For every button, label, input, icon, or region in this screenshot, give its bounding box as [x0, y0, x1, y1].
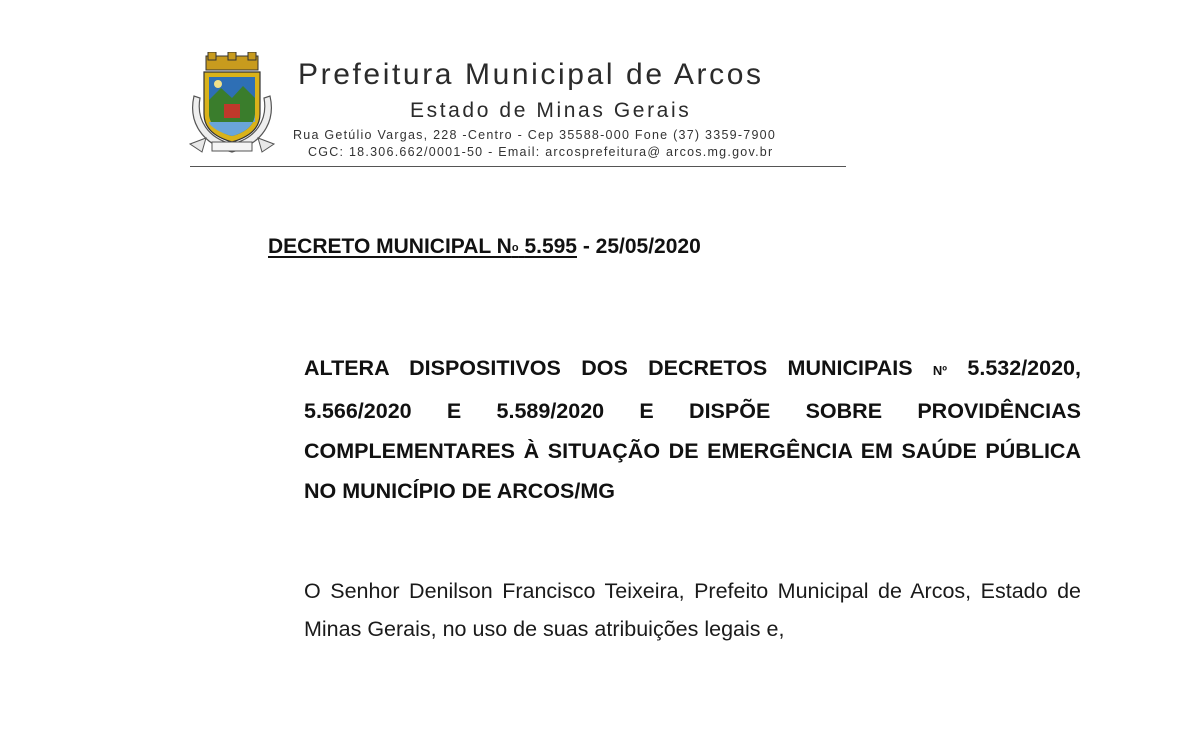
- decree-number: 5.595: [524, 235, 577, 258]
- municipality-title: Prefeitura Municipal de Arcos: [298, 58, 764, 91]
- contact-line: CGC: 18.306.662/0001-50 - Email: arcosprefeitura@ arcos.mg.gov.br: [308, 145, 774, 159]
- decree-date: - 25/05/2020: [582, 235, 701, 258]
- state-subtitle: Estado de Minas Gerais: [410, 99, 692, 122]
- decree-number-sign: o: [511, 242, 519, 254]
- decree-summary: [304, 348, 1081, 511]
- letterhead-divider: [190, 166, 846, 167]
- decree-heading: [268, 235, 701, 259]
- decree-summary-line1: ALTERA DISPOSITIVOS DOS DECRETOS MUNICIPAIS: [304, 356, 913, 380]
- decree-number-underlined: [268, 235, 577, 258]
- decree-summary-number-sign: Nº: [932, 363, 948, 378]
- letterhead: [188, 52, 848, 170]
- decree-preamble: O Senhor Denilson Francisco Teixeira, Prefeito Municipal de Arcos, Estado de Minas Gerais, no uso de suas atribuições legais e,: [304, 579, 1081, 641]
- decree-summary-rest: 5.532/2020, 5.566/2020 E 5.589/2020 E DISPÕE SOBRE PROVIDÊNCIAS COMPLEMENTARES À SITUAÇÃO DE EMERGÊNCIA EM SAÚDE PÚBLICA NO MUNICÍPIO DE ARCOS/MG: [304, 356, 1081, 503]
- municipal-coat-of-arms-icon: [188, 52, 276, 158]
- address-line: Rua Getúlio Vargas, 228 -Centro - Cep 35588-000 Fone (37) 3359-7900: [293, 128, 777, 142]
- decree-label: DECRETO MUNICIPAL N: [268, 235, 512, 258]
